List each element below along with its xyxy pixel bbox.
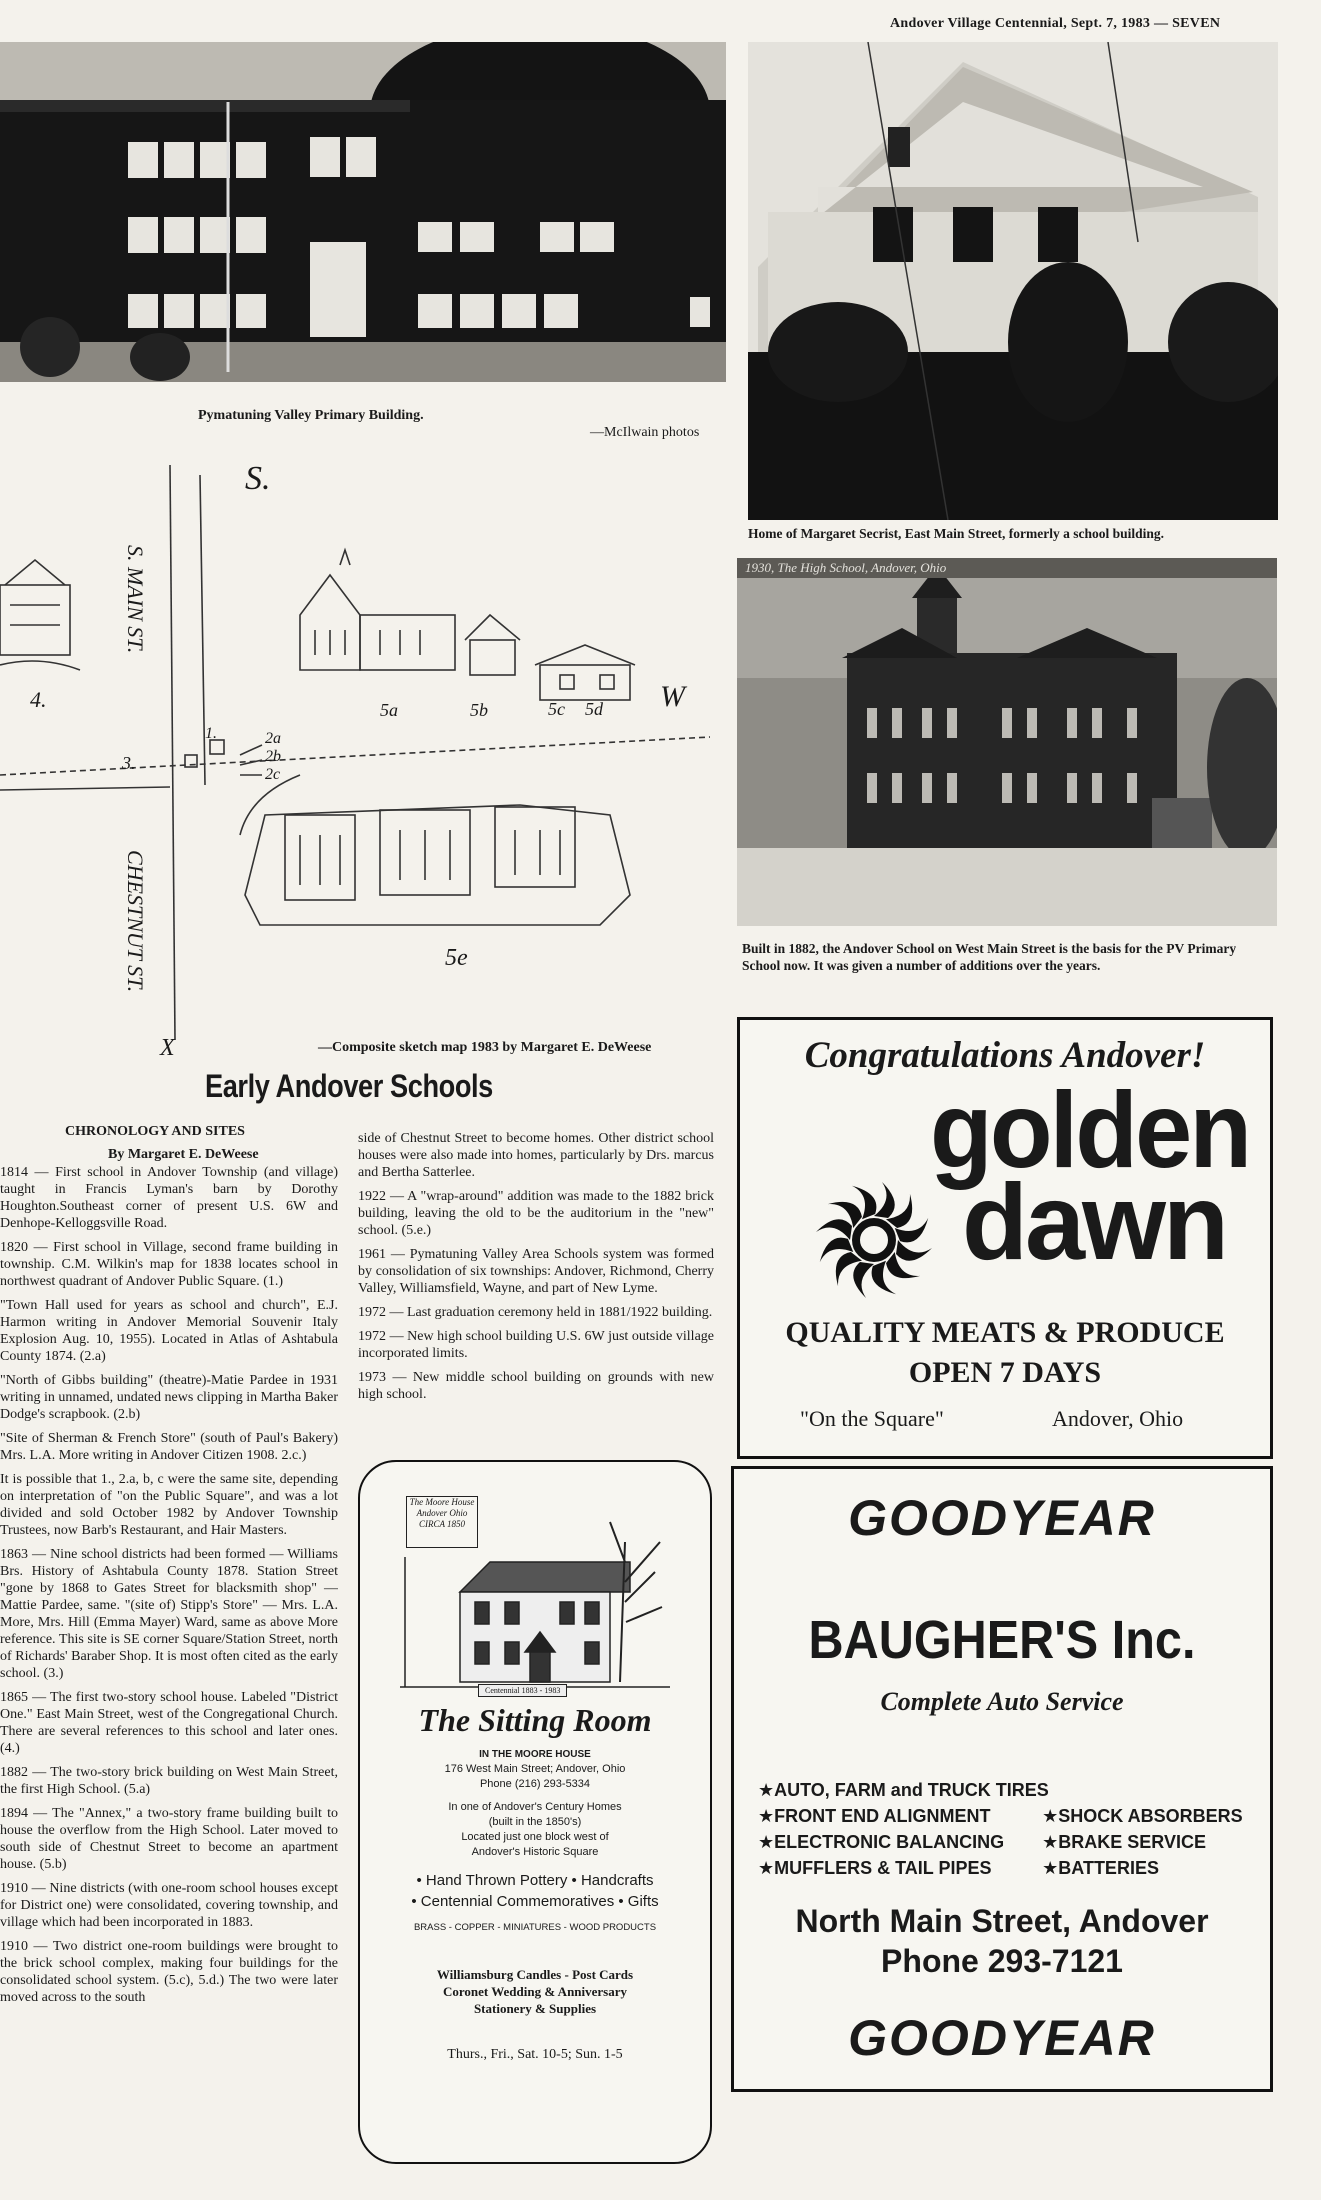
service-item: SHOCK ABSORBERS	[1058, 1806, 1243, 1826]
sketch-label-main-st: S. MAIN ST.	[123, 545, 148, 654]
article-paragraph: 1865 — The first two-story school house. Labeled "District One." East Main Street, west of the Congregational Church. There are several references to this school and later ones. (4.)	[0, 1690, 338, 1756]
article-column-1	[0, 1164, 338, 2194]
goodyear-logo-top	[734, 1489, 1270, 1547]
golden-dawn-open: OPEN 7 DAYS	[908, 1356, 1102, 1389]
baughers-ad	[731, 1466, 1273, 2092]
high-school-caption: Built in 1882, the Andover School on West Main Street is the basis for the PV Primary School now. It was given a number of additions over the years.	[742, 941, 1237, 973]
article-paragraph: "Site of Sherman & French Store" (south of Paul's Bakery) Mrs. L.A. More writing in Andover Citizen 1908. 2.c.)	[0, 1431, 338, 1463]
hours-line: Thurs., Fri., Sat. 10-5; Sun. 1-5	[447, 2047, 623, 2062]
location-line: IN THE MOORE HOUSE	[479, 1749, 591, 1760]
desc-line-3: Located just one block west of	[461, 1831, 609, 1843]
sitting-room-text	[360, 1747, 710, 1943]
bullet-line-2: • Centennial Commemoratives • Gifts	[411, 1893, 659, 1910]
article-paragraph: 1863 — Nine school districts had been formed — Williams Brs. History of Ashtabula County 1878. Station Street "gone by 1868 to Gates Street for blacksmith shop" — Mattie Pardee, same. "(site of) Stipp's Store" — Mrs. L.A. More, Mrs. Hill (Emma Mayer) Ward, same as above More reference. This site is SE corner Square/Station Street, north of Richards' Baraber Shop. It is most often cited as the early school. (3.)	[0, 1547, 338, 1681]
sun-icon	[814, 1180, 934, 1300]
desc-line-2: (built in the 1850's)	[488, 1816, 582, 1828]
article-paragraph: 1922 — A "wrap-around" addition was made to the 1882 brick building, leaving the old to be the auditorium in the "new" school. (5.e.)	[358, 1189, 714, 1238]
secrist-caption: Home of Margaret Secrist, East Main Street, formerly a school building.	[748, 526, 1165, 541]
desc-line-4: Andover's Historic Square	[471, 1846, 599, 1858]
article-paragraph: 1972 — New high school building U.S. 6W just outside village incorporated limits.	[358, 1329, 714, 1361]
article-paragraph: 1961 — Pymatuning Valley Area Schools system was formed by consolidation of six townships: Andover, Richmond, Cherry Valley, Williamsfield, Wayne, and part of New Lyme.	[358, 1247, 714, 1296]
service-row: ★ELECTRONIC BALANCING ★BRAKE SERVICE	[758, 1829, 1258, 1855]
service-row: ★AUTO, FARM and TRUCK TIRES	[758, 1780, 1049, 1800]
service-item: BATTERIES	[1058, 1858, 1159, 1878]
moore-house-sign	[406, 1496, 478, 1548]
line-1: Williamsburg Candles - Post Cards	[436, 1967, 634, 1982]
article-byline: By Margaret E. DeWeese	[108, 1147, 259, 1162]
primary-building-photo	[0, 42, 726, 382]
article-paragraph: 1894 — The "Annex," a two-story frame building built to house the overflow from the High School. Later moved to south side of Chestnut Street to become an apartment house. (5.b)	[0, 1806, 338, 1872]
baughers-address: North Main Street, Andover	[795, 1903, 1209, 1939]
address-line: 176 West Main Street; Andover, Ohio	[444, 1763, 626, 1775]
sign-line-2: Andover Ohio	[416, 1508, 468, 1518]
service-row: ★MUFFLERS & TAIL PIPES ★BATTERIES	[758, 1855, 1258, 1881]
article-column-2	[358, 1130, 714, 1410]
sitting-room-name: The Sitting Room	[418, 1702, 652, 1738]
article-subtitle: CHRONOLOGY AND SITES	[65, 1124, 245, 1139]
golden-dawn-headline: Congratulations Andover!	[804, 1035, 1206, 1076]
phone-line: Phone (216) 293-5334	[479, 1778, 591, 1790]
sketch-label-w: W	[660, 680, 685, 713]
service-item: ELECTRONIC BALANCING	[774, 1832, 1005, 1852]
line-2: Coronet Wedding & Anniversary	[442, 1984, 628, 1999]
goodyear-logo-bottom	[734, 2009, 1270, 2067]
sketch-label-3: 3.	[122, 753, 136, 773]
photo-credit: —McIlwain photos	[590, 425, 700, 440]
golden-dawn-ad	[737, 1017, 1273, 1459]
golden-dawn-town: Andover, Ohio	[1052, 1406, 1184, 1431]
golden-dawn-tagline: QUALITY MEATS & PRODUCE	[785, 1316, 1225, 1349]
bullet-line-1: • Hand Thrown Pottery • Handcrafts	[416, 1872, 654, 1889]
article-paragraph: It is possible that 1., 2.a, b, c were the same site, depending on interpretation of "on the Public Square", and was a lot divided and sold October 1982 by Andover Township Trustees, now Barb's Restaurant, and Hair Masters.	[0, 1472, 338, 1538]
sketch-label-1: 1.	[205, 725, 217, 742]
sketch-label-5b: 5b	[470, 700, 488, 720]
article-paragraph: 1820 — First school in Village, second frame building in township. C.M. Wilkin's map for 1838 locates school in northwest quadrant of Andover Public Square. (1.)	[0, 1240, 338, 1289]
sketch-label-4: 4.	[30, 687, 47, 712]
article-paragraph: side of Chestnut Street to become homes. Other district school houses were also made into homes, particularly by Drs. marcus and Bertha Satterlee.	[358, 1131, 714, 1180]
baughers-sub: Complete Auto Service	[880, 1687, 1124, 1716]
article-paragraph: 1814 — First school in Andover Township (and village) taught in Francis Lyman's barn by Dorothy Houghton.Southeast corner of present U.S. 6W and Denhope-Kelloggsville Road.	[0, 1165, 338, 1231]
high-school-photo	[737, 558, 1277, 926]
article-paragraph: 1882 — The two-story brick building on West Main Street, the first High School. (5.a)	[0, 1765, 338, 1797]
golden-dawn-brand-1: golden	[930, 1069, 1250, 1190]
goodyear-text: GOODYEAR	[848, 1490, 1156, 1546]
service-item: BRAKE SERVICE	[1058, 1832, 1206, 1852]
products-line: BRASS - COPPER - MINIATURES - WOOD PRODUCTS	[413, 1922, 657, 1933]
sketch-credit: —Composite sketch map 1983 by Margaret E. DeWeese	[318, 1040, 652, 1055]
sketch-label-x: X	[160, 1035, 175, 1061]
goodyear-text: GOODYEAR	[848, 2010, 1156, 2066]
line-3: Stationery & Supplies	[473, 2001, 597, 2016]
sitting-room-lines	[360, 1966, 710, 2017]
sketch-label-5e: 5e	[445, 945, 468, 971]
page-header: Andover Village Centennial, Sept. 7, 1983 — SEVEN	[890, 16, 1221, 31]
article-title: Early Andover Schools	[205, 1068, 493, 1104]
desc-line-1: In one of Andover's Century Homes	[448, 1801, 622, 1813]
high-school-inset-label: 1930, The High School, Andover, Ohio	[745, 560, 947, 575]
sketch-label-2b: 2b	[265, 748, 281, 765]
sketch-label-2c: 2c	[265, 766, 281, 783]
golden-dawn-location: "On the Square"	[800, 1406, 944, 1431]
article-paragraph: "North of Gibbs building" (theatre)-Matie Pardee in 1931 writing in unnamed, undated news clipping in Martha Baker Dodge's scrapbook. (2.b)	[0, 1373, 338, 1422]
sketch-label-5a: 5a	[380, 700, 398, 720]
sketch-map	[0, 455, 726, 1061]
article-paragraph: 1910 — Two district one-room buildings were brought to the brick school complex, making four buildings for the consolidated school system. (5.c), 5.d.) The two were later moved across to the south	[0, 1939, 338, 2005]
services-list	[758, 1777, 1258, 1881]
sitting-room-ad	[358, 1460, 712, 2164]
centennial-plaque: Centennial 1883 - 1983	[478, 1684, 567, 1697]
article-paragraph: "Town Hall used for years as school and church", E.J. Harmon writing in Andover Memorial Souvenir Italy Explosion Aug. 10, 1955). Located in Atlas of Ashtabula County 1874. (2.a)	[0, 1298, 338, 1364]
sketch-label-2a: 2a	[265, 730, 281, 747]
primary-building-caption: Pymatuning Valley Primary Building.	[198, 408, 424, 423]
service-item: FRONT END ALIGNMENT	[774, 1806, 991, 1826]
sign-line-3: CIRCA 1850	[418, 1519, 466, 1529]
service-item: MUFFLERS & TAIL PIPES	[774, 1858, 992, 1878]
service-row: ★FRONT END ALIGNMENT ★SHOCK ABSORBERS	[758, 1803, 1258, 1829]
sketch-label-s: S.	[245, 460, 271, 497]
golden-dawn-brand-2: dawn	[962, 1161, 1227, 1282]
article-paragraph: 1910 — Nine districts (with one-room school houses except for District one) were consolidated, covering township, and village which had been incorporated in 1883.	[0, 1881, 338, 1930]
article-paragraph: 1973 — New middle school building on grounds with new high school.	[358, 1370, 714, 1402]
sketch-label-5c: 5c	[548, 699, 565, 719]
service-item: AUTO, FARM and TRUCK TIRES	[774, 1780, 1049, 1800]
baughers-name: BAUGHER'S Inc.	[808, 1610, 1196, 1670]
sketch-label-chestnut-st: CHESTNUT ST.	[123, 850, 148, 993]
baughers-phone: Phone 293-7121	[881, 1943, 1123, 1979]
article-paragraph: 1972 — Last graduation ceremony held in 1881/1922 building.	[358, 1305, 713, 1320]
sketch-label-5d: 5d	[585, 699, 603, 719]
secrist-home-photo	[748, 42, 1278, 520]
sign-line-1: The Moore House	[409, 1497, 475, 1507]
